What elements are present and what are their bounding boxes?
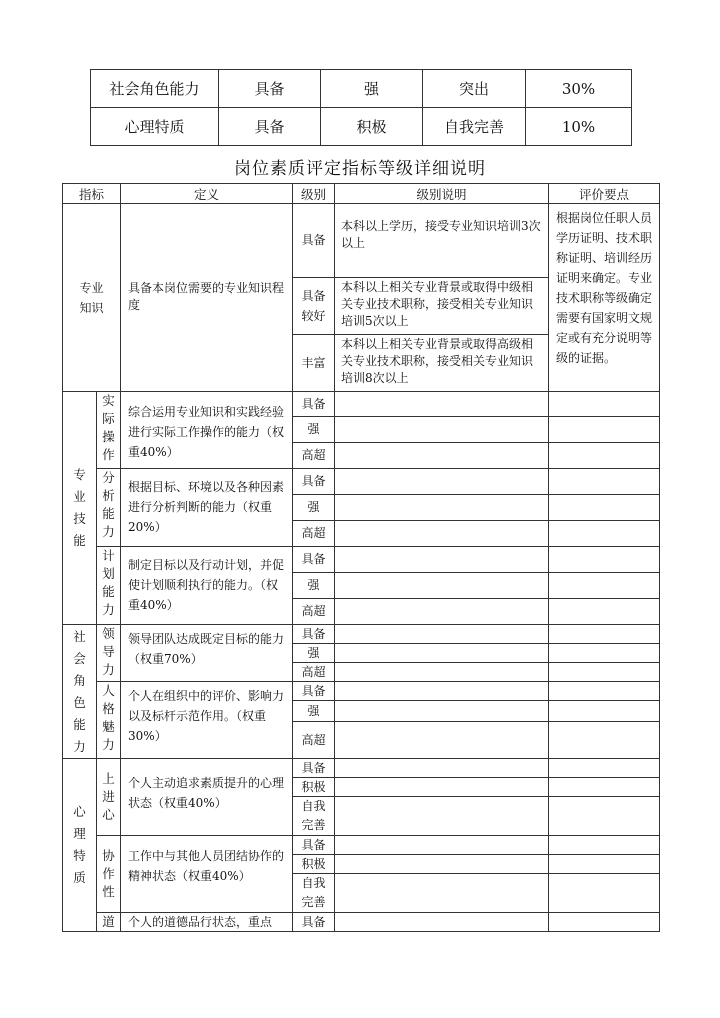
level-description — [335, 521, 549, 547]
level-cell: 自我完善 — [293, 797, 335, 836]
level-description — [335, 778, 549, 797]
header-evaluation: 评价要点 — [549, 184, 660, 204]
sub-indicator: 协作性 — [97, 836, 121, 913]
evaluation-points — [549, 547, 660, 573]
level-cell: 具备 — [293, 547, 335, 573]
table-row — [63, 392, 660, 417]
definition-cell: 工作中与其他人员团结协作的精神状态（权重40%） — [121, 836, 293, 913]
summary-table — [90, 69, 632, 146]
level-description — [335, 392, 549, 417]
level-cell: 丰富 — [293, 335, 335, 392]
summary-cell: 10% — [526, 108, 632, 146]
sub-indicator: 计划能力 — [97, 547, 121, 625]
level-cell: 高超 — [293, 663, 335, 682]
summary-cell: 30% — [526, 70, 632, 108]
definition-cell: 领导团队达成既定目标的能力（权重70%） — [121, 625, 293, 682]
level-description — [335, 547, 549, 573]
summary-cell: 强 — [321, 70, 423, 108]
definition-cell: 综合运用专业知识和实践经验进行实际工作操作的能力（权重40%） — [121, 392, 293, 469]
summary-cell: 积极 — [321, 108, 423, 146]
level-cell: 高超 — [293, 722, 335, 759]
evaluation-points — [549, 573, 660, 599]
definition-cell: 根据目标、环境以及各种因素进行分析判断的能力（权重20%） — [121, 469, 293, 547]
evaluation-points — [549, 913, 660, 932]
level-cell: 具备 — [293, 759, 335, 778]
sub-indicator: 道 — [97, 913, 121, 932]
level-cell: 具备 — [293, 469, 335, 495]
level-description: 本科以上相关专业背景或取得中级相关专业技术职称，接受相关专业知识培训5次以上 — [335, 278, 549, 335]
level-description — [335, 443, 549, 469]
level-description — [335, 599, 549, 625]
table-row — [63, 759, 660, 778]
level-description — [335, 836, 549, 855]
evaluation-points — [549, 722, 660, 759]
summary-cell: 心理特质 — [91, 108, 219, 146]
level-description — [335, 495, 549, 521]
level-description — [335, 417, 549, 443]
level-description: 本科以上学历，接受专业知识培训3次以上 — [335, 204, 549, 278]
evaluation-points — [549, 759, 660, 778]
evaluation-points — [549, 521, 660, 547]
evaluation-points — [549, 855, 660, 874]
header-level-description: 级别说明 — [335, 184, 549, 204]
level-description — [335, 874, 549, 913]
indicator-professional-knowledge: 专业知识 — [63, 204, 121, 392]
criteria-table — [62, 183, 660, 932]
level-description — [335, 759, 549, 778]
table-row — [63, 913, 660, 932]
level-description — [335, 644, 549, 663]
evaluation-points — [549, 625, 660, 644]
table-row — [63, 682, 660, 701]
level-description — [335, 663, 549, 682]
sub-indicator: 上进心 — [97, 759, 121, 836]
level-cell: 强 — [293, 701, 335, 722]
table-row — [91, 108, 632, 146]
summary-cell: 社会角色能力 — [91, 70, 219, 108]
level-cell: 具备 — [293, 913, 335, 932]
evaluation-points — [549, 836, 660, 855]
evaluation-points — [549, 443, 660, 469]
summary-cell: 具备 — [219, 108, 321, 146]
level-description: 本科以上相关专业背景或取得高级相关专业技术职称，接受相关专业知识培训8次以上 — [335, 335, 549, 392]
level-description — [335, 469, 549, 495]
sub-indicator: 领导力 — [97, 625, 121, 682]
table-row — [91, 70, 632, 108]
definition-cell: 制定目标以及行动计划，并促使计划顺利执行的能力。（权重40%） — [121, 547, 293, 625]
table-row — [63, 204, 660, 278]
sub-indicator: 人格魅力 — [97, 682, 121, 759]
level-cell: 强 — [293, 495, 335, 521]
level-description — [335, 625, 549, 644]
level-cell: 高超 — [293, 599, 335, 625]
evaluation-points — [549, 663, 660, 682]
evaluation-points — [549, 797, 660, 836]
evaluation-points: 根据岗位任职人员学历证明、技术职称证明、培训经历证明来确定。专业技术职称等级确定需要有国家明文规定或有充分说明等级的证据。 — [549, 204, 660, 392]
header-row — [63, 184, 660, 204]
evaluation-points — [549, 495, 660, 521]
table-row — [63, 836, 660, 855]
level-cell: 积极 — [293, 778, 335, 797]
summary-cell: 自我完善 — [423, 108, 526, 146]
definition-cell: 具备本岗位需要的专业知识程度 — [121, 204, 293, 392]
level-cell: 具备 — [293, 682, 335, 701]
summary-cell: 具备 — [219, 70, 321, 108]
level-cell: 高超 — [293, 443, 335, 469]
level-cell: 强 — [293, 644, 335, 663]
level-description — [335, 682, 549, 701]
evaluation-points — [549, 417, 660, 443]
evaluation-points — [549, 874, 660, 913]
indicator-professional-skill: 专业技能 — [63, 392, 97, 625]
table-title: 岗位素质评定指标等级详细说明 — [234, 159, 486, 179]
indicator-psychological-trait: 心理特质 — [63, 759, 97, 932]
table-row — [63, 547, 660, 573]
level-description — [335, 701, 549, 722]
evaluation-points — [549, 778, 660, 797]
level-cell: 具备 — [293, 204, 335, 278]
evaluation-points — [549, 392, 660, 417]
indicator-social-role: 社会角色能力 — [63, 625, 97, 759]
definition-cell: 个人的道德品行状态，重点 — [121, 913, 293, 932]
level-cell: 具备 — [293, 625, 335, 644]
evaluation-points — [549, 701, 660, 722]
header-indicator: 指标 — [63, 184, 121, 204]
definition-cell: 个人主动追求素质提升的心理状态（权重40%） — [121, 759, 293, 836]
level-cell: 强 — [293, 417, 335, 443]
level-description — [335, 855, 549, 874]
definition-cell: 个人在组织中的评价、影响力以及标杆示范作用。（权重30%） — [121, 682, 293, 759]
sub-indicator: 实际操作 — [97, 392, 121, 469]
header-level: 级别 — [293, 184, 335, 204]
evaluation-points — [549, 682, 660, 701]
evaluation-points — [549, 644, 660, 663]
table-row — [63, 469, 660, 495]
level-description — [335, 722, 549, 759]
level-description — [335, 573, 549, 599]
level-cell: 具备 — [293, 836, 335, 855]
evaluation-points — [549, 599, 660, 625]
level-cell: 高超 — [293, 521, 335, 547]
summary-cell: 突出 — [423, 70, 526, 108]
level-description — [335, 797, 549, 836]
level-cell: 具备 — [293, 392, 335, 417]
level-cell: 具备较好 — [293, 278, 335, 335]
table-row — [63, 625, 660, 644]
level-cell: 积极 — [293, 855, 335, 874]
level-cell: 强 — [293, 573, 335, 599]
evaluation-points — [549, 469, 660, 495]
sub-indicator: 分析能力 — [97, 469, 121, 547]
level-cell: 自我完善 — [293, 874, 335, 913]
header-definition: 定义 — [121, 184, 293, 204]
level-description — [335, 913, 549, 932]
